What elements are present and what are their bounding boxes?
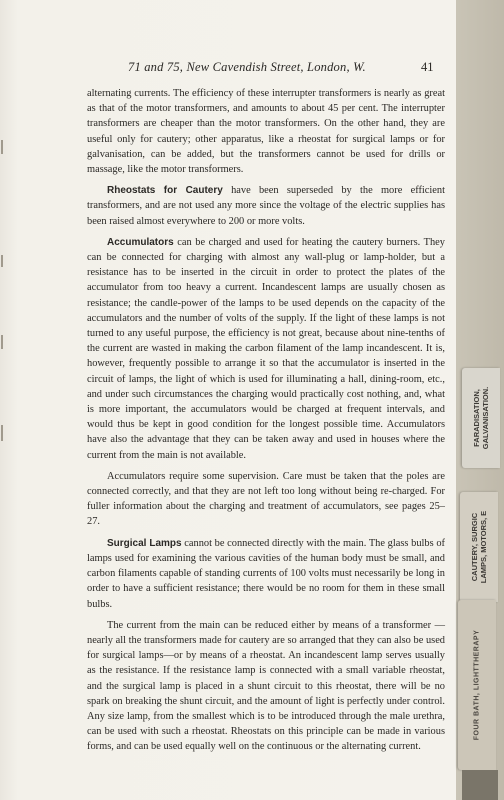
paragraph-lead: Surgical Lamps [107, 537, 182, 549]
margin-mark [1, 255, 3, 267]
tab-cautery-surgical-lamps-motors[interactable] [460, 492, 498, 602]
running-title: 71 and 75, New Cavendish Street, London, W. [128, 60, 366, 74]
page-number: 41 [421, 60, 434, 74]
paragraph-text: The current from the main can be reduced either by means of a transformer —nearly all the transformers made for cautery are so arranged that they can also be used for surgical lamps—or by means of a rheostat. An incandescent lamp serves usually as the resistance. If the resistance lamp is connected with a small variable rheostat, and the surgical lamp is placed in a shunt circuit to this rheostat, there will be no spark on breaking the shunt circuit, and the amount of light is perfectly under control. Any size lamp, from the smallest which is to be introduced through the male urethra, can be used with such a rheostat. Rheostats on this principle can be made in various forms, and can be used equally well on the continuous or the alternating current. [87, 619, 445, 753]
margin-mark [1, 140, 3, 154]
paragraph-text: can be charged and used for heating the cautery burners. They can be connected for charging with almost any wall-plug or lamp-holder, but a resistance has to be inserted in the circuit in order to protect the plates of the accumulator from too heavy a current. Incandescent lamps are usually chosen as resistance; the candle-power of the lamps to be used depends on the capacity of the accumulators and the number of volts of the supply. If the light of these lamps is not turned to any useful purpose, the efficiency is not great, because about nine-tenths of the current are wasted in making the carbon filament of the lamp incandescent. It is, however, frequently possible to arrange it so that the accumulator is inserted in the circuit of lamps, the light of which is used for illuminating a hall, dining-room, etc., and under such circumstances the charging would practically cost nothing, and, what is more important, the accumulators would be charged at frequent intervals, and would thus be kept in good condition for the longest possible time. Accumulators have also the advantage that they can be taken away and used in houses where the current from the main is not available. [87, 236, 445, 461]
paragraph-lead: Rheostats for Cautery [107, 185, 223, 197]
paragraph [87, 618, 445, 755]
tab-label: FARADISATION, GALVANISATION. [472, 386, 490, 450]
paragraph-lead: Accumulators [107, 236, 174, 248]
tab-faradisation-galvanisation[interactable] [462, 368, 500, 468]
tab-label: CAUTERY, SURGIC LAMPS, MOTORS, E [470, 510, 488, 584]
page-edge-shadow [462, 770, 498, 800]
paragraph-text: cannot be connected directly with the main. The glass bulbs of lamps used for examining the various cavities of the human body must be small, and carbon filaments capable of standing currents of 100 volts must necessarily be long in order to have a sufficient resistance; there would be no room for them in these small bulbs. [87, 537, 446, 610]
tab-label: FOUR BATH, LIGHTTHERAPY [473, 629, 481, 741]
paragraph [87, 235, 445, 463]
page-body [87, 86, 445, 761]
page-header [0, 60, 456, 76]
paragraph [87, 469, 445, 530]
paragraph [87, 86, 445, 177]
paragraph-text: alternating currents. The efficiency of these interrupter transformers is nearly as great as that of the motor transformers, and amounts to about 45 per cent. The interrupter transformers are cheaper than the motor transformers. On the other hand, they are useful only for cautery; other apparatus, like a rheostat for surgical lamps or for galvanisation, can be added, but the transformers cannot be used for drills or massage, like the motor transformers. [87, 88, 445, 176]
margin-mark [1, 425, 3, 441]
margin-mark [1, 335, 3, 349]
paragraph [87, 536, 445, 612]
tab-four-bath-light-therapy[interactable] [458, 600, 496, 770]
paragraph-text: have been superseded by the more efficient transformers, and are not used any more since the voltage of the electric supplies has been raised almost everywhere to 200 or more volts. [87, 185, 446, 227]
paragraph [87, 183, 445, 229]
paragraph-text: Accumulators require some supervision. Care must be taken that the poles are connected correctly, and that they are not left too long without being re-charged. For fuller information about the charging and treatment of accumulators, see pages 25–27. [87, 470, 445, 528]
